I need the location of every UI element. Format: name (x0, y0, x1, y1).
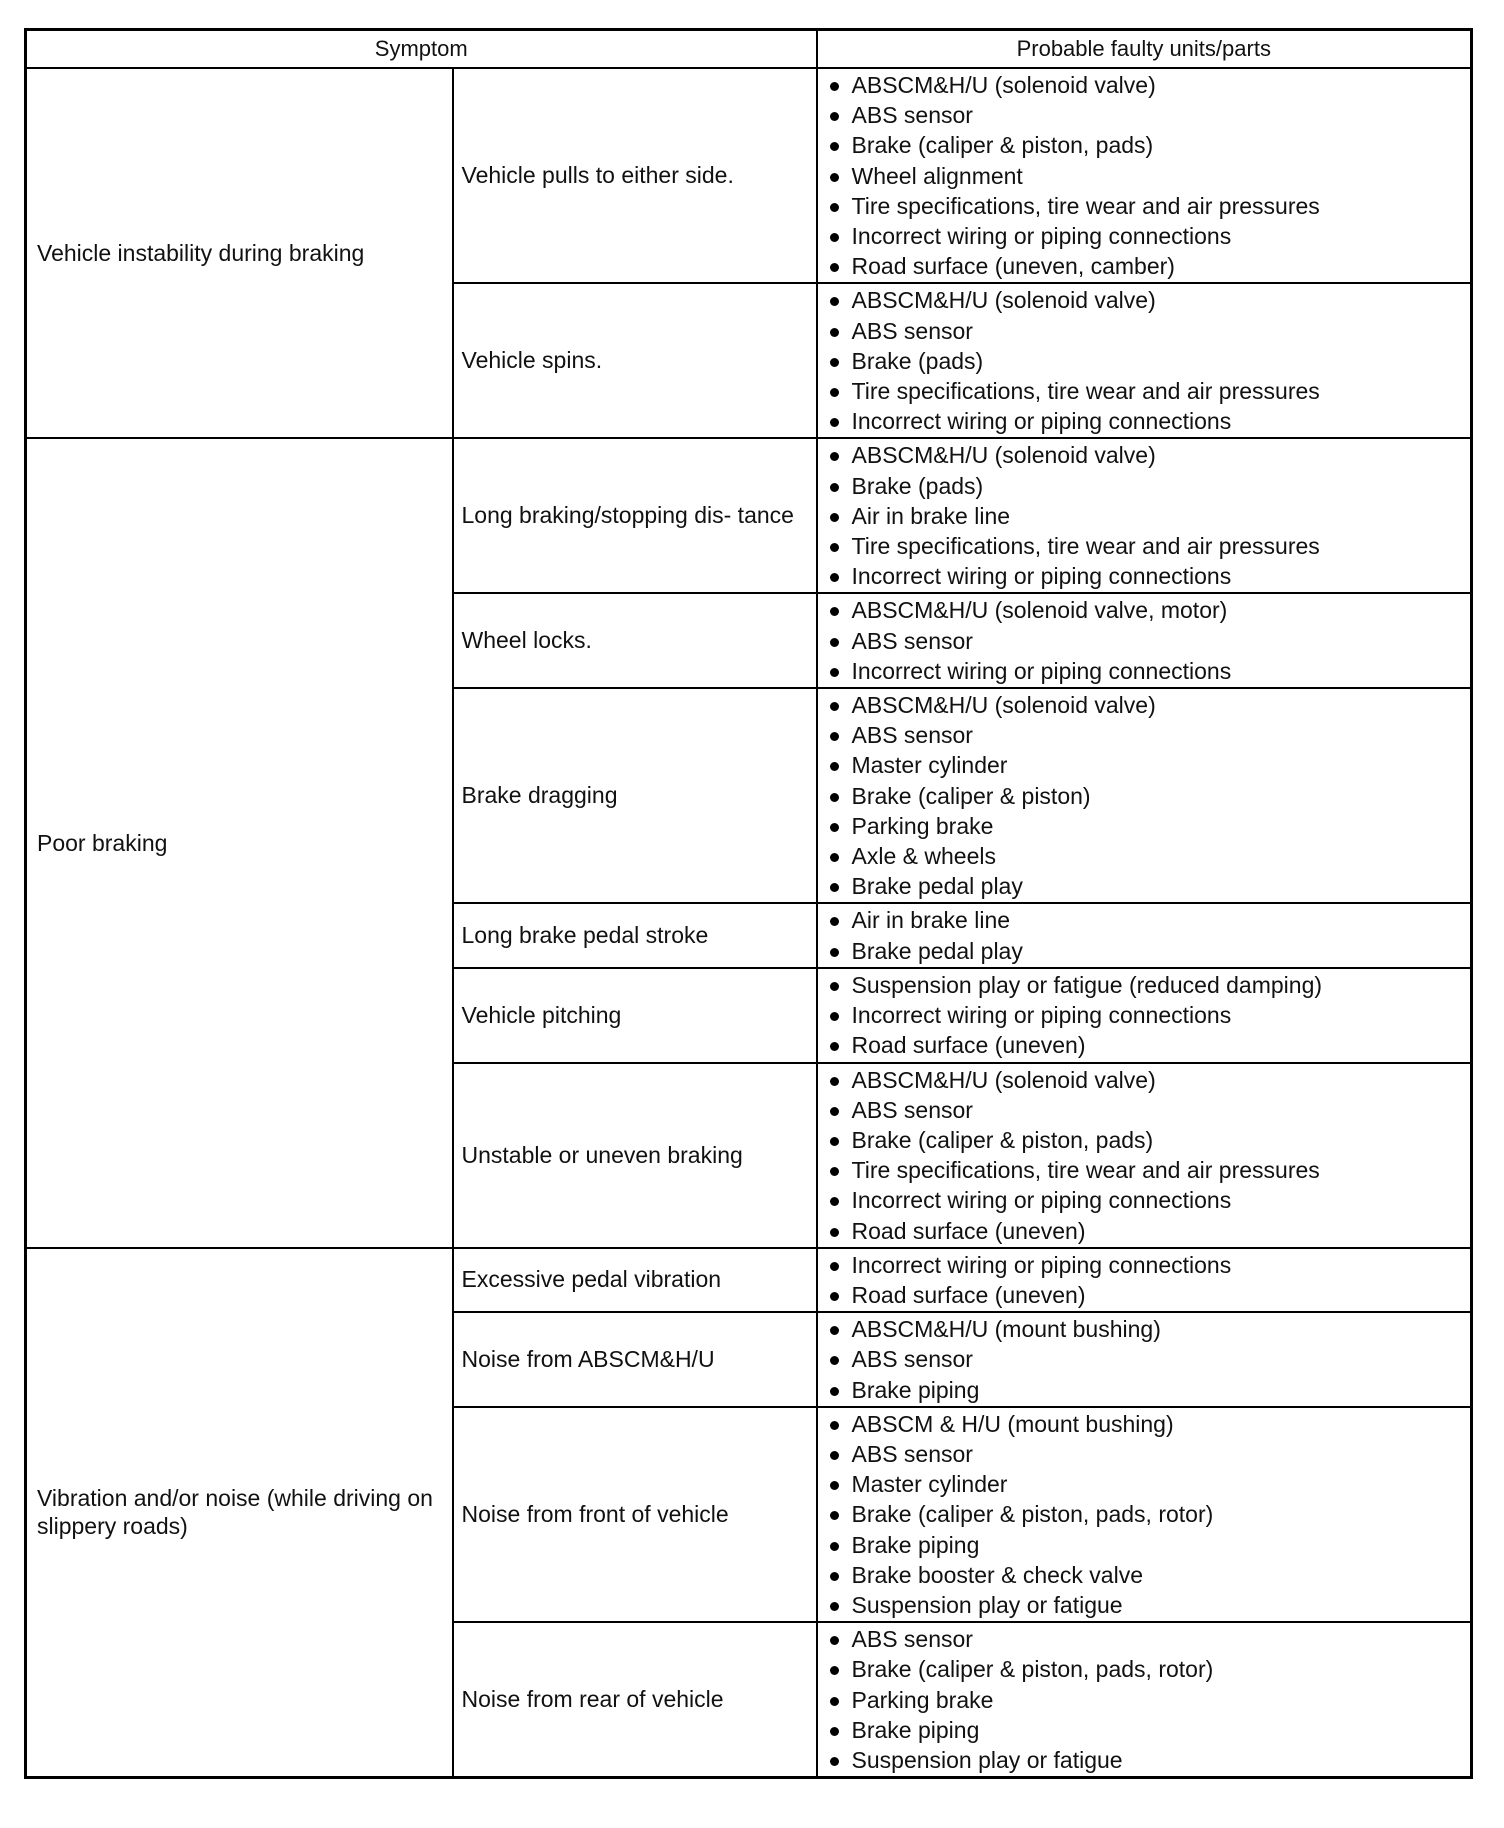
faulty-parts-cell (817, 1622, 1472, 1778)
part-item: Air in brake line (826, 501, 1463, 531)
part-item: Brake pedal play (826, 936, 1463, 966)
part-item: Suspension play or fatigue (826, 1590, 1463, 1620)
part-item: Tire specifications, tire wear and air pressures (826, 191, 1463, 221)
faulty-parts-cell (817, 1063, 1472, 1248)
part-item: ABSCM&H/U (solenoid valve) (826, 1065, 1463, 1095)
part-item: Incorrect wiring or piping connections (826, 406, 1463, 436)
table-row (26, 1248, 1472, 1312)
part-item: Road surface (uneven) (826, 1216, 1463, 1246)
part-item: Brake piping (826, 1375, 1463, 1405)
faulty-parts-cell (817, 968, 1472, 1063)
faulty-parts-cell (817, 438, 1472, 593)
parts-list (826, 1409, 1463, 1620)
table-row (26, 68, 1472, 283)
part-item: ABS sensor (826, 1344, 1463, 1374)
part-item: Brake (caliper & piston, pads) (826, 130, 1463, 160)
main-symptom-cell: Vibration and/or noise (while driving on slippery roads) (26, 1248, 453, 1778)
part-item: Incorrect wiring or piping connections (826, 1000, 1463, 1030)
table-body (26, 68, 1472, 1778)
parts-list (826, 1065, 1463, 1246)
faulty-parts-cell (817, 593, 1472, 688)
part-item: Suspension play or fatigue (reduced damping) (826, 970, 1463, 1000)
sub-symptom-cell: Long brake pedal stroke (453, 903, 817, 967)
sub-symptom-cell: Wheel locks. (453, 593, 817, 688)
part-item: Brake (pads) (826, 346, 1463, 376)
parts-list (826, 1250, 1463, 1310)
part-item: Tire specifications, tire wear and air pressures (826, 1155, 1463, 1185)
faulty-parts-cell (817, 688, 1472, 903)
sub-symptom-cell: Noise from rear of vehicle (453, 1622, 817, 1778)
part-item: Suspension play or fatigue (826, 1745, 1463, 1775)
part-item: Brake pedal play (826, 871, 1463, 901)
faulty-parts-cell (817, 68, 1472, 283)
part-item: Wheel alignment (826, 161, 1463, 191)
sub-symptom-cell: Vehicle pitching (453, 968, 817, 1063)
main-symptom-cell: Vehicle instability during braking (26, 68, 453, 438)
part-item: ABSCM&H/U (solenoid valve, motor) (826, 595, 1463, 625)
part-item: ABS sensor (826, 100, 1463, 130)
sub-symptom-cell: Unstable or uneven braking (453, 1063, 817, 1248)
main-symptom-cell: Poor braking (26, 438, 453, 1247)
part-item: Brake piping (826, 1715, 1463, 1745)
header-row (26, 30, 1472, 69)
parts-list (826, 970, 1463, 1061)
table-row (26, 438, 1472, 593)
part-item: Brake (pads) (826, 471, 1463, 501)
part-item: ABSCM & H/U (mount bushing) (826, 1409, 1463, 1439)
part-item: Axle & wheels (826, 841, 1463, 871)
part-item: ABS sensor (826, 1439, 1463, 1469)
part-item: Master cylinder (826, 1469, 1463, 1499)
diagnosis-table (24, 28, 1473, 1779)
part-item: Brake (caliper & piston) (826, 781, 1463, 811)
part-item: ABS sensor (826, 1095, 1463, 1125)
parts-list (826, 440, 1463, 591)
part-item: ABSCM&H/U (solenoid valve) (826, 690, 1463, 720)
parts-list (826, 690, 1463, 901)
part-item: Air in brake line (826, 905, 1463, 935)
part-item: Brake piping (826, 1530, 1463, 1560)
part-item: Parking brake (826, 1685, 1463, 1715)
faulty-parts-cell (817, 1248, 1472, 1312)
part-item: ABSCM&H/U (mount bushing) (826, 1314, 1463, 1344)
part-item: Brake (caliper & piston, pads, rotor) (826, 1654, 1463, 1684)
part-item: Road surface (uneven, camber) (826, 251, 1463, 281)
part-item: Brake (caliper & piston, pads) (826, 1125, 1463, 1155)
part-item: Parking brake (826, 811, 1463, 841)
parts-list (826, 1624, 1463, 1775)
part-item: Incorrect wiring or piping connections (826, 1185, 1463, 1215)
part-item: Brake (caliper & piston, pads, rotor) (826, 1499, 1463, 1529)
part-item: ABS sensor (826, 316, 1463, 346)
part-item: Incorrect wiring or piping connections (826, 561, 1463, 591)
parts-list (826, 70, 1463, 281)
faulty-parts-cell (817, 283, 1472, 438)
sub-symptom-cell: Vehicle spins. (453, 283, 817, 438)
part-item: ABS sensor (826, 720, 1463, 750)
part-item: Road surface (uneven) (826, 1030, 1463, 1060)
part-item: ABSCM&H/U (solenoid valve) (826, 440, 1463, 470)
part-item: ABSCM&H/U (solenoid valve) (826, 285, 1463, 315)
part-item: Master cylinder (826, 750, 1463, 780)
parts-list (826, 595, 1463, 686)
sub-symptom-cell: Noise from ABSCM&H/U (453, 1312, 817, 1407)
part-item: Incorrect wiring or piping connections (826, 656, 1463, 686)
part-item: ABS sensor (826, 1624, 1463, 1654)
sub-symptom-cell: Excessive pedal vibration (453, 1248, 817, 1312)
parts-list (826, 285, 1463, 436)
part-item: ABSCM&H/U (solenoid valve) (826, 70, 1463, 100)
parts-list (826, 905, 1463, 965)
sub-symptom-cell: Vehicle pulls to either side. (453, 68, 817, 283)
part-item: ABS sensor (826, 626, 1463, 656)
parts-list (826, 1314, 1463, 1405)
faulty-parts-cell (817, 1312, 1472, 1407)
part-item: Road surface (uneven) (826, 1280, 1463, 1310)
faulty-parts-cell (817, 903, 1472, 967)
part-item: Incorrect wiring or piping connections (826, 1250, 1463, 1280)
symptom-header: Symptom (26, 30, 817, 69)
part-item: Tire specifications, tire wear and air pressures (826, 376, 1463, 406)
faulty-parts-cell (817, 1407, 1472, 1622)
part-item: Incorrect wiring or piping connections (826, 221, 1463, 251)
parts-header: Probable faulty units/parts (817, 30, 1472, 69)
part-item: Tire specifications, tire wear and air pressures (826, 531, 1463, 561)
sub-symptom-cell: Brake dragging (453, 688, 817, 903)
part-item: Brake booster & check valve (826, 1560, 1463, 1590)
sub-symptom-cell: Long braking/stopping dis- tance (453, 438, 817, 593)
sub-symptom-cell: Noise from front of vehicle (453, 1407, 817, 1622)
